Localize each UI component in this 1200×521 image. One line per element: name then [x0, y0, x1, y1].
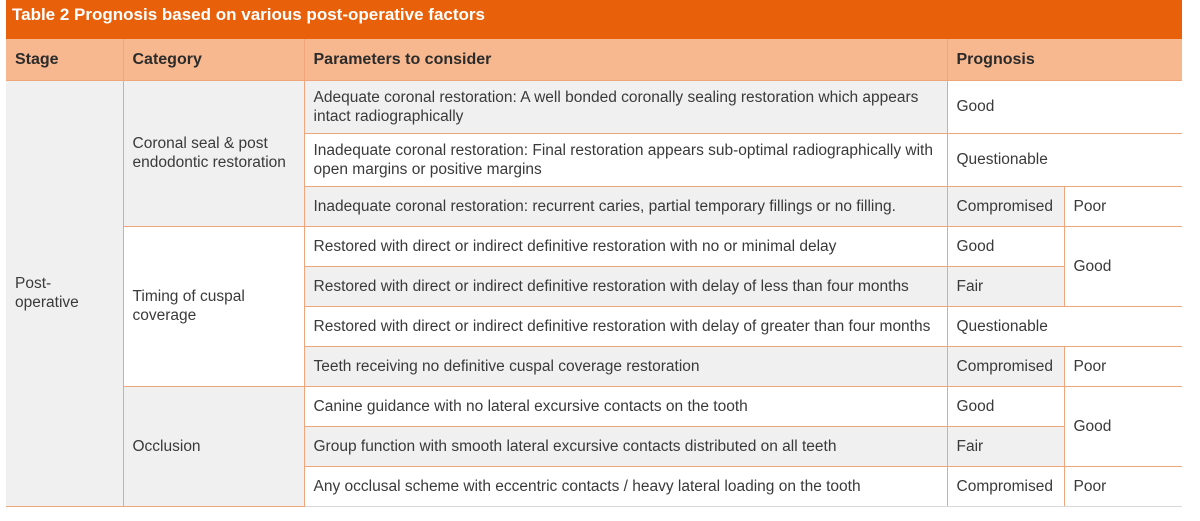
parameter-cell: Canine guidance with no lateral excursive contacts on the tooth — [304, 386, 947, 426]
category-occlusion: Occlusion — [123, 386, 304, 506]
prognosis-cell: Compromised — [947, 346, 1064, 386]
table-row — [6, 386, 1182, 426]
overall-prognosis-cell: Good — [1064, 386, 1182, 466]
header-stage: Stage — [6, 39, 123, 80]
parameter-cell: Restored with direct or indirect definitive restoration with no or minimal delay — [304, 226, 947, 266]
overall-prognosis-cell: Poor — [1064, 466, 1182, 506]
parameter-cell: Adequate coronal restoration: A well bonded coronally sealing restoration which appears intact radiographically — [304, 80, 947, 133]
prognosis-cell: Questionable — [947, 306, 1182, 346]
prognosis-table-container — [6, 0, 1182, 507]
table-row — [6, 80, 1182, 133]
parameter-cell: Any occlusal scheme with eccentric contacts / heavy lateral loading on the tooth — [304, 466, 947, 506]
parameter-cell: Restored with direct or indirect definitive restoration with delay of greater than four months — [304, 306, 947, 346]
overall-prognosis-cell: Good — [1064, 226, 1182, 306]
parameter-cell: Inadequate coronal restoration: Final restoration appears sub-optimal radiographically with open margins or positive margins — [304, 133, 947, 186]
prognosis-cell: Fair — [947, 266, 1064, 306]
overall-prognosis-cell: Poor — [1064, 186, 1182, 226]
prognosis-cell: Compromised — [947, 186, 1064, 226]
header-prognosis: Prognosis — [947, 39, 1182, 80]
parameter-cell: Inadequate coronal restoration: recurrent caries, partial temporary fillings or no filling. — [304, 186, 947, 226]
prognosis-cell: Fair — [947, 426, 1064, 466]
stage-cell: Post-operative — [6, 80, 123, 506]
table-row — [6, 226, 1182, 266]
parameter-cell: Restored with direct or indirect definitive restoration with delay of less than four months — [304, 266, 947, 306]
table-title: Table 2 Prognosis based on various post-operative factors — [6, 0, 1182, 39]
parameter-cell: Group function with smooth lateral excursive contacts distributed on all teeth — [304, 426, 947, 466]
header-parameters: Parameters to consider — [304, 39, 947, 80]
header-row — [6, 39, 1182, 80]
prognosis-cell: Compromised — [947, 466, 1064, 506]
header-category: Category — [123, 39, 304, 80]
overall-prognosis-cell: Poor — [1064, 346, 1182, 386]
prognosis-cell: Good — [947, 80, 1182, 133]
category-coronal-seal: Coronal seal & post endodontic restoration — [123, 80, 304, 226]
prognosis-cell: Questionable — [947, 133, 1182, 186]
prognosis-cell: Good — [947, 226, 1064, 266]
prognosis-table — [6, 39, 1182, 507]
prognosis-cell: Good — [947, 386, 1064, 426]
parameter-cell: Teeth receiving no definitive cuspal coverage restoration — [304, 346, 947, 386]
category-cuspal-coverage: Timing of cuspal coverage — [123, 226, 304, 386]
